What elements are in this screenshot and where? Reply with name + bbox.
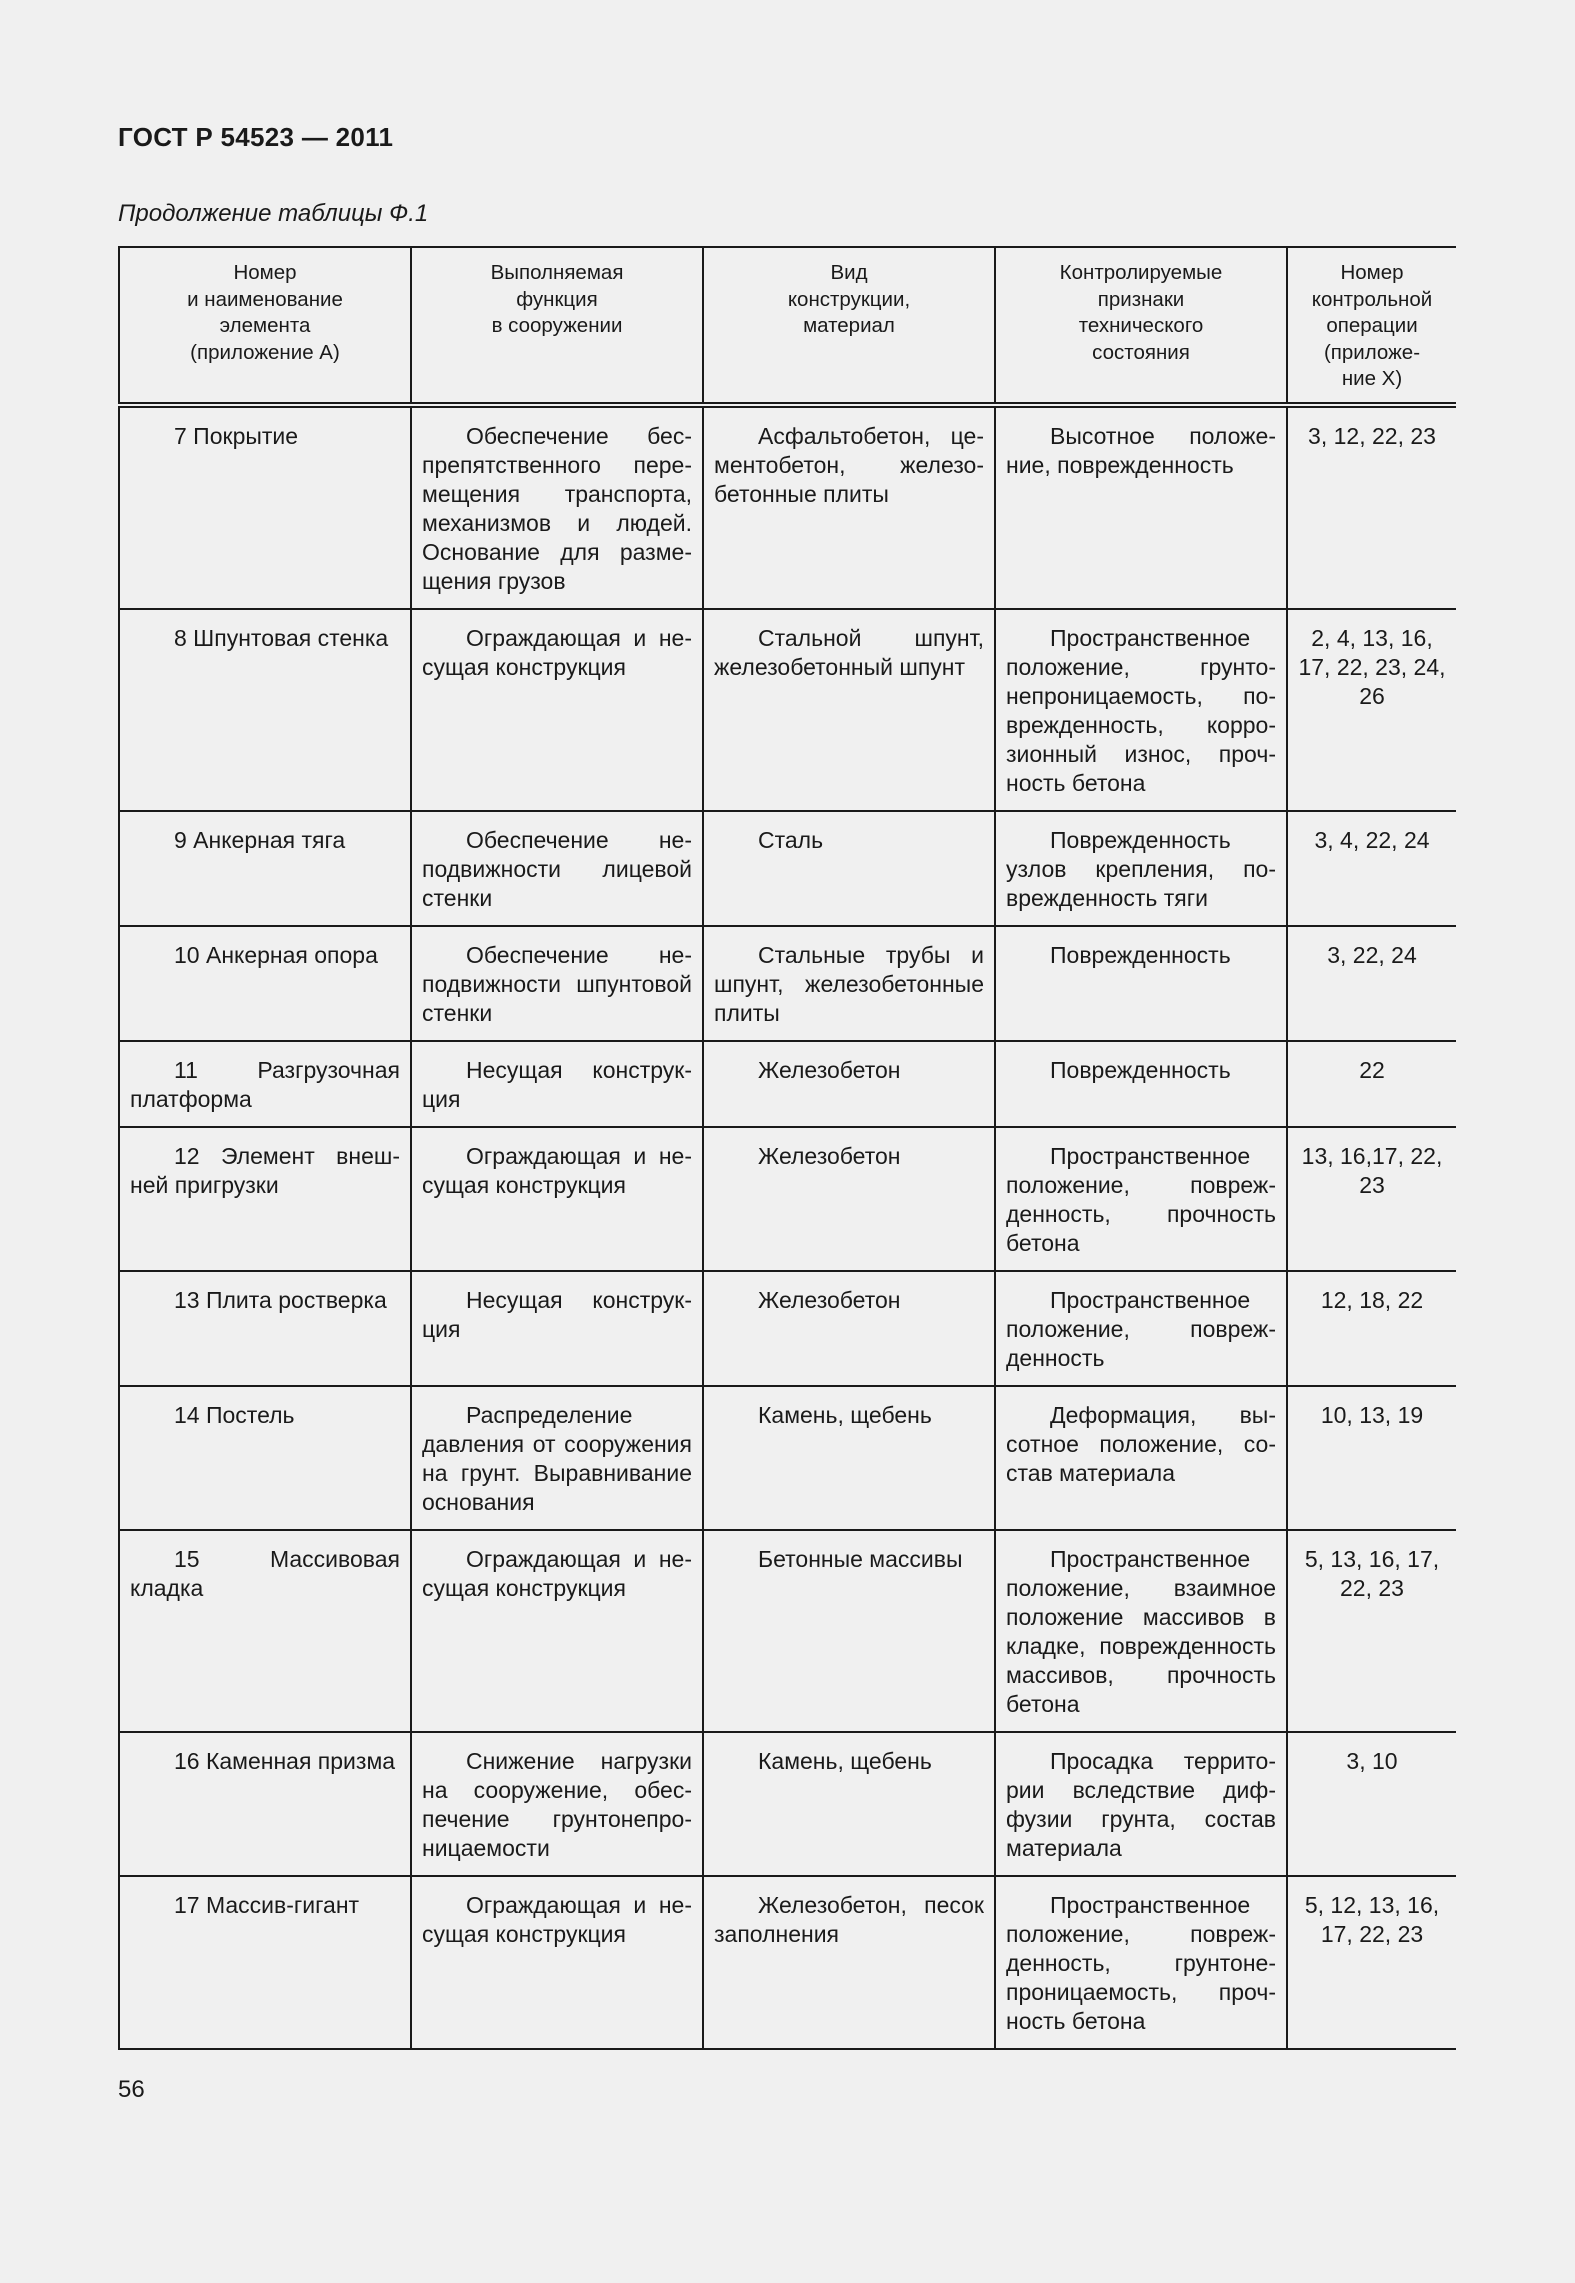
operation-numbers-cell-text: 5, 13, 16, 17, 22, 23 [1304,1546,1440,1601]
function-cell [411,1530,703,1732]
element-name-cell [119,811,411,926]
element-name-cell-text: 15 Массивовая кладка [130,1546,400,1601]
features-cell [995,1041,1287,1127]
table-body [119,405,1456,2049]
operation-numbers-cell-text: 3, 22, 24 [1327,942,1417,968]
table-head [119,247,1456,405]
material-cell-text: Железобетон [758,1287,901,1313]
material-cell-text: Стальные трубы и шпунт, железобетонные плиты [714,942,984,1026]
function-cell-text: Несущая конструкция [422,1057,692,1112]
material-cell-text: Стальной шпунт, железобетонный шпунт [714,625,984,680]
col-ops-header: Номер контрольной операции (приложе- ние Х) [1287,247,1456,405]
header-row [119,247,1456,405]
function-cell [411,609,703,811]
material-cell-text: Сталь [758,827,824,853]
features-cell-text: Поврежденность [1050,942,1231,968]
function-cell-text: Ограждающая и несущая конструкция [422,1546,692,1601]
operation-numbers-cell-text: 13, 16,17, 22, 23 [1301,1143,1443,1198]
material-cell [703,926,995,1041]
function-cell-text: Обеспечение неподвижности шпунтовой стенки [422,942,692,1026]
function-cell-text: Ограждающая и несущая конструкция [422,1143,692,1198]
features-cell-text: Просадка территории вследствие диффузии грунта, состав материала [1006,1748,1276,1861]
table-row [119,1386,1456,1530]
document-id: ГОСТ Р 54523 — 2011 [118,122,394,152]
material-cell [703,405,995,609]
elements-table [118,246,1456,2050]
element-name-cell-text: 7 Покрытие [174,423,299,449]
features-cell-text: Пространственное положение, взаимное положение массивов в кладке, поврежденность массивов, прочность бетона [1006,1546,1276,1717]
features-cell-text: Поврежденность узлов крепления, поврежденность тяги [1006,827,1276,911]
element-name-cell [119,1271,411,1386]
table-row [119,926,1456,1041]
function-cell-text: Ограждающая и несущая конструкция [422,625,692,680]
element-name-cell-text: 10 Анкерная опора [174,942,378,968]
material-cell [703,1386,995,1530]
features-cell [995,609,1287,811]
element-name-cell [119,1041,411,1127]
col-function-header: Выполняемая функция в сооружении [411,247,703,405]
material-cell-text: Бетонные массивы [758,1546,963,1572]
material-cell [703,1530,995,1732]
material-cell-text: Железобетон [758,1143,901,1169]
element-name-cell-text: 8 Шпунтовая стенка [174,625,389,651]
operation-numbers-cell [1287,1876,1456,2049]
col-features-header: Контролируемые признаки технического состояния [995,247,1287,405]
table-container [118,246,1456,2054]
operation-numbers-cell [1287,1271,1456,1386]
material-cell [703,1876,995,2049]
material-cell [703,1041,995,1127]
function-cell [411,1876,703,2049]
table-row [119,811,1456,926]
features-cell-text: Пространственное положение, поврежденность, грунтонепроницаемость, прочность бетона [1006,1892,1276,2034]
col-element-header: Номер и наименование элемента (приложение А) [119,247,411,405]
operation-numbers-cell [1287,1530,1456,1732]
features-cell [995,1732,1287,1876]
material-cell-text: Железобетон, песок заполнения [714,1892,984,1947]
operation-numbers-cell-text: 22 [1359,1057,1385,1083]
features-cell-text: Высотное положение, поврежденность [1006,423,1276,478]
features-cell [995,1271,1287,1386]
function-cell [411,1127,703,1271]
function-cell [411,1732,703,1876]
operation-numbers-cell [1287,1127,1456,1271]
operation-numbers-cell-text: 5, 12, 13, 16, 17, 22, 23 [1304,1892,1440,1947]
material-cell [703,609,995,811]
operation-numbers-cell [1287,609,1456,811]
features-cell-text: Пространственное положение, грунтонепроницаемость, поврежденность, коррозионный износ, прочность бетона [1006,625,1276,796]
table-row [119,405,1456,609]
features-cell-text: Поврежденность [1050,1057,1231,1083]
material-cell [703,1271,995,1386]
material-cell-text: Асфальтобетон, цементобетон, железобетонные плиты [714,423,984,507]
element-name-cell [119,609,411,811]
table-row [119,1732,1456,1876]
operation-numbers-cell [1287,1732,1456,1876]
function-cell-text: Обеспечение беспрепятственного перемещения транспорта, механизмов и людей. Основание для размещения грузов [422,423,692,594]
function-cell [411,1041,703,1127]
element-name-cell-text: 13 Плита ростверка [174,1287,387,1313]
operation-numbers-cell-text: 2, 4, 13, 16, 17, 22, 23, 24, 26 [1298,625,1446,709]
table-row [119,1127,1456,1271]
operation-numbers-cell [1287,405,1456,609]
material-cell [703,811,995,926]
function-cell [411,405,703,609]
operation-numbers-cell [1287,811,1456,926]
function-cell-text: Несущая конструкция [422,1287,692,1342]
features-cell [995,811,1287,926]
element-name-cell [119,1127,411,1271]
element-name-cell-text: 12 Элемент внешней пригрузки [130,1143,400,1198]
features-cell-text: Пространственное положение, поврежденность [1006,1287,1276,1371]
element-name-cell [119,1386,411,1530]
operation-numbers-cell-text: 10, 13, 19 [1320,1402,1424,1428]
element-name-cell [119,1530,411,1732]
element-name-cell [119,1732,411,1876]
table-caption: Продолжение таблицы Ф.1 [118,200,429,227]
element-name-cell [119,405,411,609]
function-cell-text: Ограждающая и несущая конструкция [422,1892,692,1947]
table-row [119,609,1456,811]
function-cell [411,926,703,1041]
material-cell-text: Железобетон [758,1057,901,1083]
col-material-header: Вид конструкции, материал [703,247,995,405]
operation-numbers-cell [1287,926,1456,1041]
operation-numbers-cell-text: 3, 12, 22, 23 [1308,423,1436,449]
features-cell [995,926,1287,1041]
features-cell [995,1530,1287,1732]
element-name-cell-text: 17 Массив-гигант [174,1892,360,1918]
material-cell [703,1732,995,1876]
operation-numbers-cell-text: 3, 10 [1346,1748,1398,1774]
material-cell [703,1127,995,1271]
page-number: 56 [118,2076,145,2103]
element-name-cell [119,1876,411,2049]
features-cell-text: Деформация, высотное положение, состав материала [1006,1402,1276,1486]
operation-numbers-cell [1287,1386,1456,1530]
operation-numbers-cell [1287,1041,1456,1127]
function-cell [411,1386,703,1530]
function-cell-text: Распределение давления от сооружения на грунт. Выравнивание основания [422,1402,692,1515]
element-name-cell-text: 9 Анкерная тяга [174,827,346,853]
table-row [119,1530,1456,1732]
features-cell [995,1386,1287,1530]
element-name-cell-text: 11 Разгрузочная платформа [130,1057,400,1112]
material-cell-text: Камень, щебень [758,1748,932,1774]
table-row [119,1271,1456,1386]
features-cell [995,1127,1287,1271]
function-cell [411,1271,703,1386]
features-cell [995,405,1287,609]
operation-numbers-cell-text: 3, 4, 22, 24 [1314,827,1430,853]
function-cell [411,811,703,926]
features-cell-text: Пространственное положение, поврежденность, прочность бетона [1006,1143,1276,1256]
function-cell-text: Обеспечение неподвижности лицевой стенки [422,827,692,911]
features-cell [995,1876,1287,2049]
element-name-cell [119,926,411,1041]
function-cell-text: Снижение нагрузки на сооружение, обеспечение грунтонепроницаемости [422,1748,692,1861]
material-cell-text: Камень, щебень [758,1402,932,1428]
operation-numbers-cell-text: 12, 18, 22 [1320,1287,1424,1313]
table-row [119,1876,1456,2049]
element-name-cell-text: 16 Каменная призма [174,1748,396,1774]
element-name-cell-text: 14 Постель [174,1402,295,1428]
table-row [119,1041,1456,1127]
